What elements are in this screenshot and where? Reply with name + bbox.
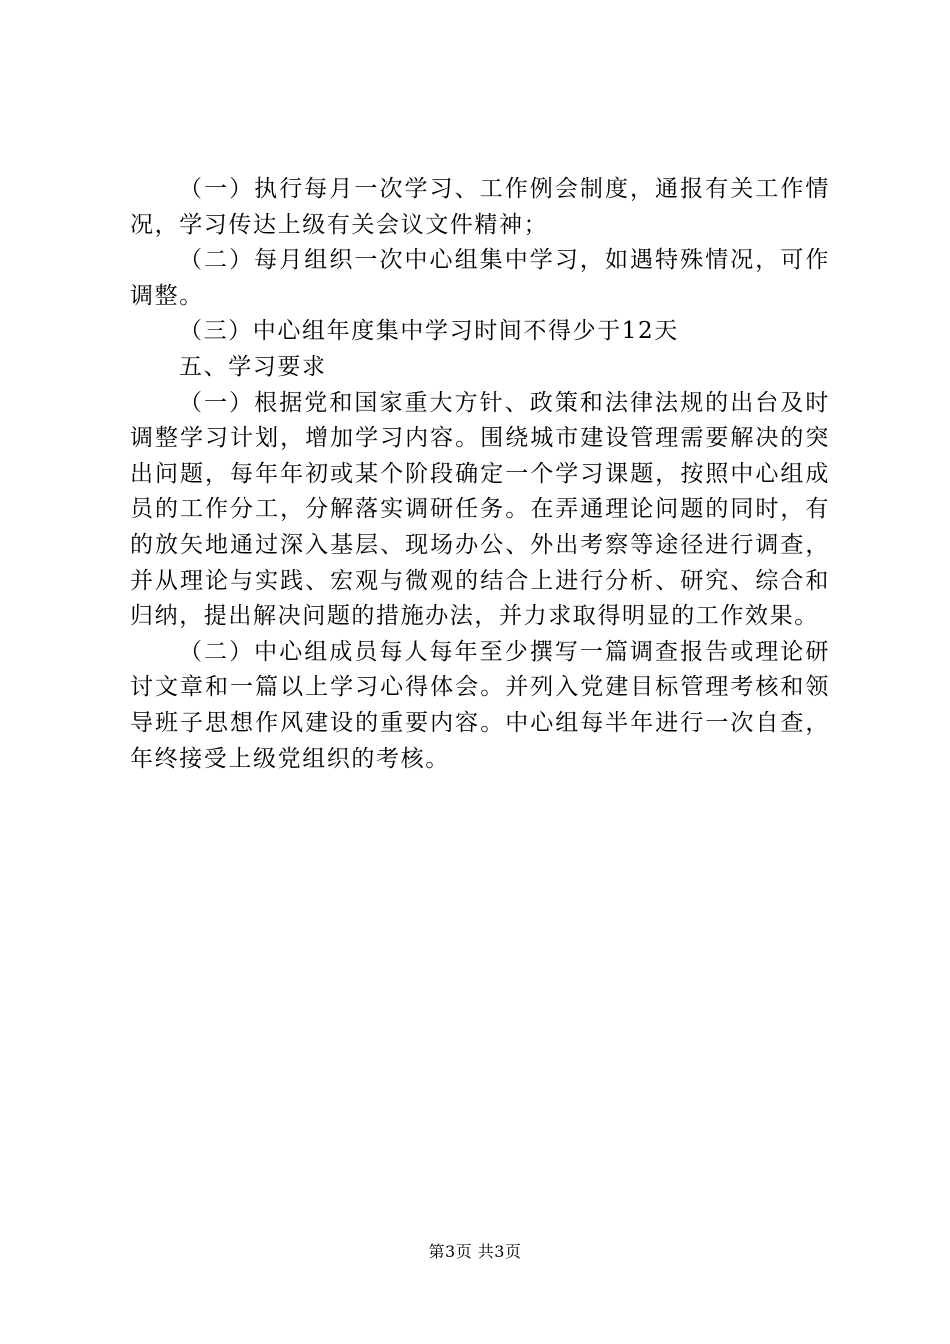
- section-heading-study-requirements: 五、学习要求: [179, 353, 327, 380]
- paragraph-requirement-two: （二）中心组成员每人每年至少撰写一篇调查报告或理论研讨文章和一篇以上学习心得体会。并列入党建目标管理考核和领导班子思想作风建设的重要内容。中心组每半年进行一次自查，年终接受上级党组织的考核。: [130, 638, 830, 772]
- document-body: [130, 172, 830, 777]
- page-footer: 第3页 共3页: [428, 1242, 522, 1261]
- paragraph-requirement-one: （一）根据党和国家重大方针、政策和法律法规的出台及时调整学习计划，增加学习内容。围绕城市建设管理需要解决的突出问题，每年年初或某个阶段确定一个学习课题，按照中心组成员的工作分工，分解落实调研任务。在弄通理论问题的同时，有的放矢地通过深入基层、现场办公、外出考察等途径进行调查，并从理论与实践、宏观与微观的结合上进行分析、研究、综合和归纳，提出解决问题的措施办法，并力求取得明显的工作效果。: [130, 389, 830, 630]
- paragraph-meeting-system: （一）执行每月一次学习、工作例会制度，通报有关工作情况，学习传达上级有关会议文件精神；: [130, 176, 830, 238]
- paragraph-annual-study-time: （三）中心组年度集中学习时间不得少于12天: [179, 318, 679, 345]
- paragraph-monthly-study: （二）每月组织一次中心组集中学习，如遇特殊情况，可作调整。: [130, 247, 830, 309]
